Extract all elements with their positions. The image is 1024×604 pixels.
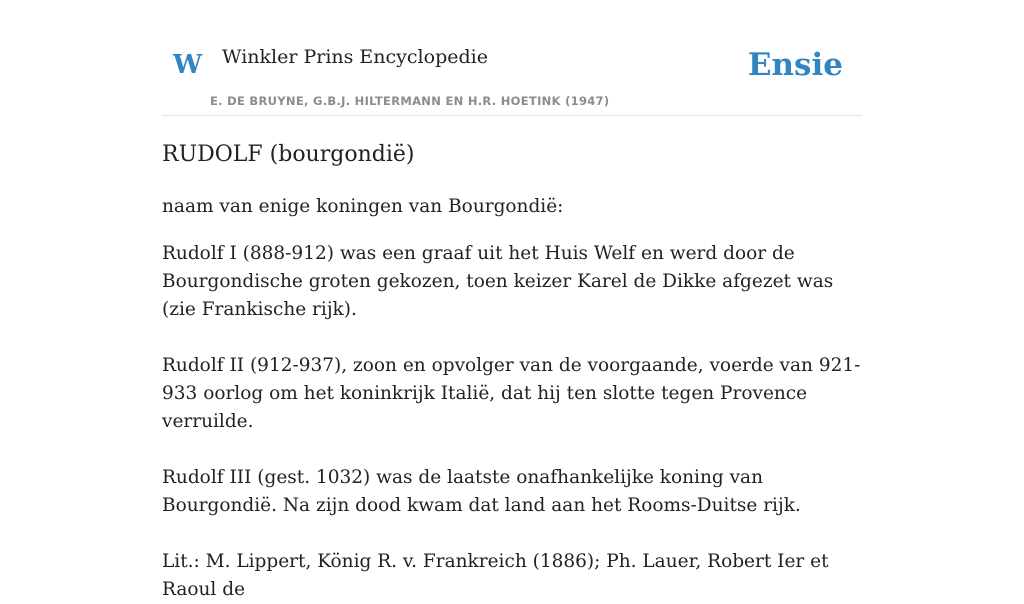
article-paragraph: Rudolf III (gest. 1032) was de laatste onafhankelijke koning van Bourgondië. Na zijn dood kwam dat land aan het Rooms-Duitse rijk.	[162, 467, 801, 516]
article-literature: Lit.: M. Lippert, König R. v. Frankreich (1886); Ph. Lauer, Robert Ier et Raoul de	[162, 551, 829, 600]
ensie-logo[interactable]: Ensie	[747, 47, 843, 83]
article-title: RUDOLF (bourgondië)	[162, 142, 415, 167]
article-intro: naam van enige koningen van Bourgondië:	[162, 196, 564, 217]
publication-authors: E. DE BRUYNE, G.B.J. HILTERMANN EN H.R. HOETINK (1947)	[210, 94, 610, 108]
article-paragraph: Rudolf II (912-937), zoon en opvolger van de voorgaande, voerde van 921-933 oorlog om het koninkrijk Italië, dat hij ten slotte tegen Provence verruilde.	[162, 355, 861, 432]
publication-logo[interactable]: W	[173, 50, 203, 80]
site-header	[162, 0, 862, 116]
publication-title[interactable]: Winkler Prins Encyclopedie	[222, 46, 488, 68]
article-paragraph: Rudolf I (888-912) was een graaf uit het Huis Welf en werd door de Bourgondische groten gekozen, toen keizer Karel de Dikke afgezet was (zie Frankische rijk).	[162, 243, 834, 320]
article	[162, 140, 862, 604]
